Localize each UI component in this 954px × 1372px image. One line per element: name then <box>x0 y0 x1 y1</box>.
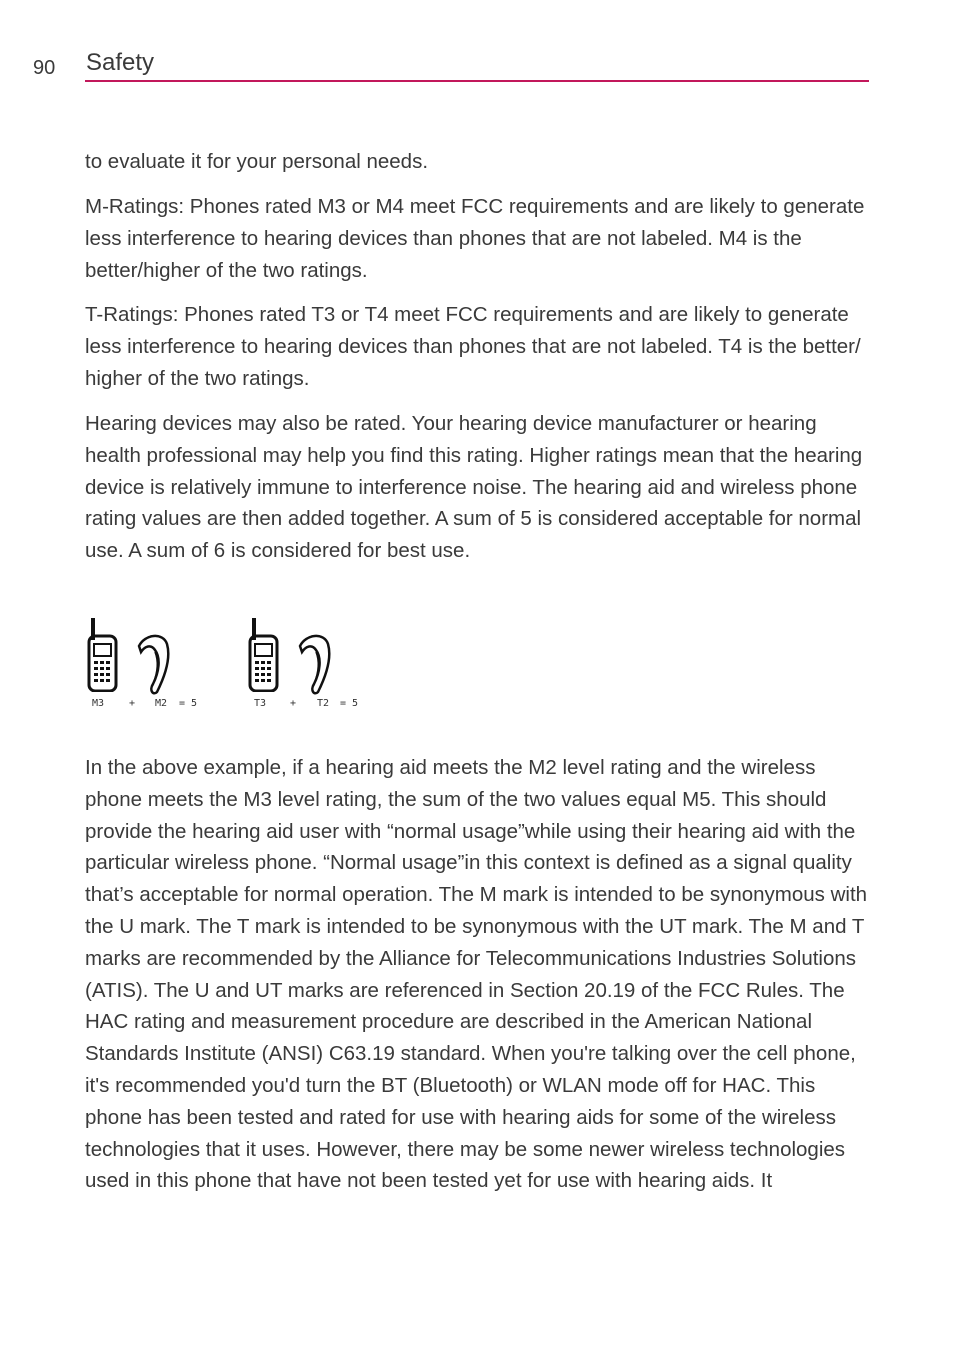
label-plus-t: + <box>290 698 297 709</box>
paragraph-t-ratings: T-Ratings: Phones rated T3 or T4 meet FCC requirements and are likely to generate less interference to hearing devices than phones that are not labeled. T4 is the better/ higher of the two ratings. <box>85 303 861 390</box>
hearing-aid-icon <box>133 632 177 696</box>
phone-icon <box>248 618 280 692</box>
paragraph-hearing-devices: Hearing devices may also be rated. Your hearing device manufacturer or hearing health professional may help you find this rating. Higher ratings mean that the hearing device is relatively immune to interference noise. The hearing aid and wireless phone rating values are then added together. A sum of 5 is considered acceptable for normal use. A sum of 6 is considered for best use. <box>85 412 863 563</box>
phone-icon <box>87 618 119 692</box>
section-title: Safety <box>86 49 155 76</box>
label-phone-m: M3 <box>92 698 105 709</box>
label-phone-t: T3 <box>254 698 267 709</box>
page-number: 90 <box>33 57 56 79</box>
header-rule <box>85 80 869 82</box>
label-aid-m: M2 <box>155 698 168 709</box>
label-sum-m: = 5 <box>179 698 198 709</box>
label-plus-m: + <box>129 698 136 709</box>
label-aid-t: T2 <box>317 698 330 709</box>
paragraph-m-ratings: M-Ratings: Phones rated M3 or M4 meet FCC requirements and are likely to generate less interference to hearing devices than phones that are not labeled. M4 is the better/higher of the two ratings. <box>85 195 865 282</box>
paragraph-example-explanation: In the above example, if a hearing aid meets the M2 level rating and the wireless phone meets the M3 level rating, the sum of the two values equal M5. This should provide the hearing aid user with “normal usage”while using their hearing aid with the particular wireless phone. “Normal usage”in this context is defined as a signal quality that’s acceptable for normal operation. The M mark is intended to be synonymous with the U mark. The T mark is intended to be synonymous with the UT mark. The M and T marks are recommended by the Alliance for Telecommunications Industries Solutions (ATIS). The U and UT marks are referenced in Section 20.19 of the FCC Rules. The HAC rating and measurement procedure are described in the American National Standards Institute (ANSI) C63.19 standard. When you're talking over the cell phone, it's recommended you'd turn the BT (Bluetooth) or WLAN mode off for HAC. This phone has been tested and rated for use with hearing aids for some of the wireless technologies that it uses. However, there may be some newer wireless technologies used in this phone that have not been tested yet for use with hearing aids. It <box>85 756 868 1193</box>
hearing-aid-icon <box>294 632 338 696</box>
label-sum-t: = 5 <box>340 698 359 709</box>
paragraph-intro: to evaluate it for your personal needs. <box>85 150 429 173</box>
